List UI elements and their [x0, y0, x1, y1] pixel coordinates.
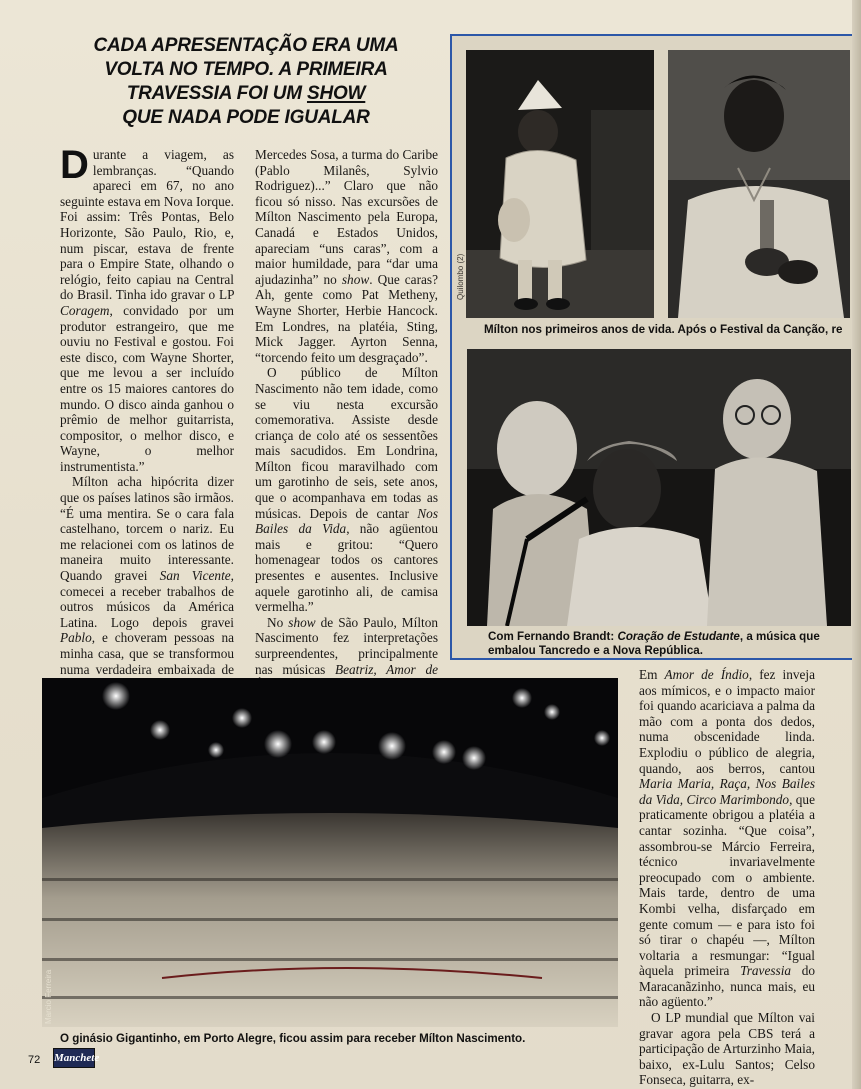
photo-stage-milton-fernando: [467, 349, 851, 626]
paragraph: Mílton acha hipócrita dizer que os países latinos são irmãos. “É uma mentira. Se o cara fala castelhano, torcem o nariz. Eu me relacionei com os latinos de maneira muito interessante. Quando gravei San Vicente, comecei a receber trabalhos de outros músicos da América Latina. Logo depois gravei Pablo, e choveram pessoas na minha casa, que se transformou numa verdadeira embaixada de: [60, 474, 234, 677]
photo-arena-gigantinho: [42, 678, 618, 1027]
photo-credit-marcio: Marcio Ferreira: [44, 969, 53, 1024]
paragraph: Em Amor de Índio, fez inveja aos mímicos, e o impacto maior foi quando acariciava a palma da mão com a ponta dos dedos, numa obscenidade linda. Explodiu o público de alegria, quando, aos berros, cantou Maria Maria, Raça, Nos Bailes da Vida, Circo Marimbondo, que praticamente obrigou a platéia a cantar sozinha. “Que coisa”, assombrou-se Márcio Ferreira, técnico invariavelmente preocupado com o ambiente. Mais tarde, dentro de uma Kombi velha, disfarçado em gente comum — e para isto foi só tirar o chapéu —, Mílton voltaria a resmungar: “Igual àquela primeira Travessia do Maracanãzinho, nunca mais, eu não agüento.”: [639, 667, 816, 1010]
drop-cap: D: [60, 143, 89, 187]
photo-credit-quilombo: Quilombo (2): [456, 253, 465, 300]
article-column-3: [639, 667, 815, 1088]
paragraph: O público de Mílton Nascimento não tem idade, como se viu nesta excursão comemorativa. Assiste desde criança de colo até os sessentões mais sacudidos. Em Londrina, Mílton ficou maravilhado com um garotinho de seis, sete anos, que o acompanhava em todas as músicas. Depois de cantar Nos Bailes da Vida, não agüentou mais e gritou: “Quero homenagear todos os cantores presentes e ausentes. Inclusive aquele garotinho ali, de camisa vermelha.”: [255, 365, 438, 615]
stage-photo-illustration: [467, 349, 851, 626]
headline-show-word: SHOW: [306, 83, 366, 104]
baby-photo-illustration: [466, 50, 654, 318]
photo-baby-milton: [466, 50, 654, 318]
headline: [78, 34, 414, 130]
headline-line-4: QUE NADA PODE IGUALAR: [122, 107, 370, 128]
paragraph: Mercedes Sosa, a turma do Caribe (Pablo Milanês, Sylvio Rodriguez)...” Claro que não ficou só nisso. Nas excursões de Mílton Nascimento pela Europa, Canadá e Estados Unidos, apareciam “uns caras”, com a maior humildade, para “dar uma ajudazinha” no show. Que caras? Ah, gente como Pat Metheny, Wayne Shorter, Herbie Hancock. Em Londres, na platéia, Sting, Mick Jagger. Ayrton Senna, “torcendo feito um desgraçado”.: [255, 147, 438, 365]
article-column-1: [60, 143, 234, 724]
paragraph: No show de São Paulo, Mílton Nascimento fez interpretações surpreendentes, principalmente nas músicas Beatriz, Amor de: [255, 614, 439, 677]
arena-photo-illustration: [42, 678, 618, 1027]
paragraph: O LP mundial que Mílton vai gravar agora pela CBS terá a participação de Arturzinho Maia, baixo, ex-Lulu Santos; Celso Fonseca, guitarra, ex-: [639, 1010, 815, 1088]
headline-line-3: TRAVESSIA FOI UM: [126, 83, 307, 104]
paragraph: Durante a viagem, as lembranças. “Quando apareci em 67, no ano seguinte estava em Nova Iorque. Foi assim: Três Pontas, Belo Horizonte, São Paulo, Rio, e, num piscar, estava de frente para o Empire State, olhando o relógio, feito capiau na Central do Brasil. Tinha ido gravar o LP Coragem, convidado por um produtor estrangeiro, que me ouviu no Festival e gostou. Foi este disco, com Wayne Shorter, que me levou a ser incluído entre os 15 maiores cantores do mundo. O disco ainda ganhou o prêmio de melhor guitarrista, compositor, o melhor disco, e Wayne, o melhor instrumentista.”: [60, 143, 234, 474]
article-column-2: [255, 147, 438, 708]
caption-stage-photo: Com Fernando Brandt: Coração de Estudante, a música que embalou Tancredo e a Nova República.: [488, 630, 820, 657]
photo-young-milton: [668, 50, 850, 318]
caption-arena-photo: O ginásio Gigantinho, em Porto Alegre, ficou assim para receber Mílton Nascimento.: [60, 1032, 526, 1045]
caption-top-photos: Mílton nos primeiros anos de vida. Após o Festival da Canção, re: [484, 323, 843, 336]
page-number: 72: [28, 1054, 41, 1066]
headline-line-2: VOLTA NO TEMPO. A PRIMEIRA: [104, 59, 388, 80]
magazine-logo: Manchete: [53, 1048, 95, 1068]
headline-line-1: CADA APRESENTAÇÃO ERA UMA: [93, 35, 399, 56]
young-photo-illustration: [668, 50, 850, 318]
page-edge: [852, 0, 861, 1089]
